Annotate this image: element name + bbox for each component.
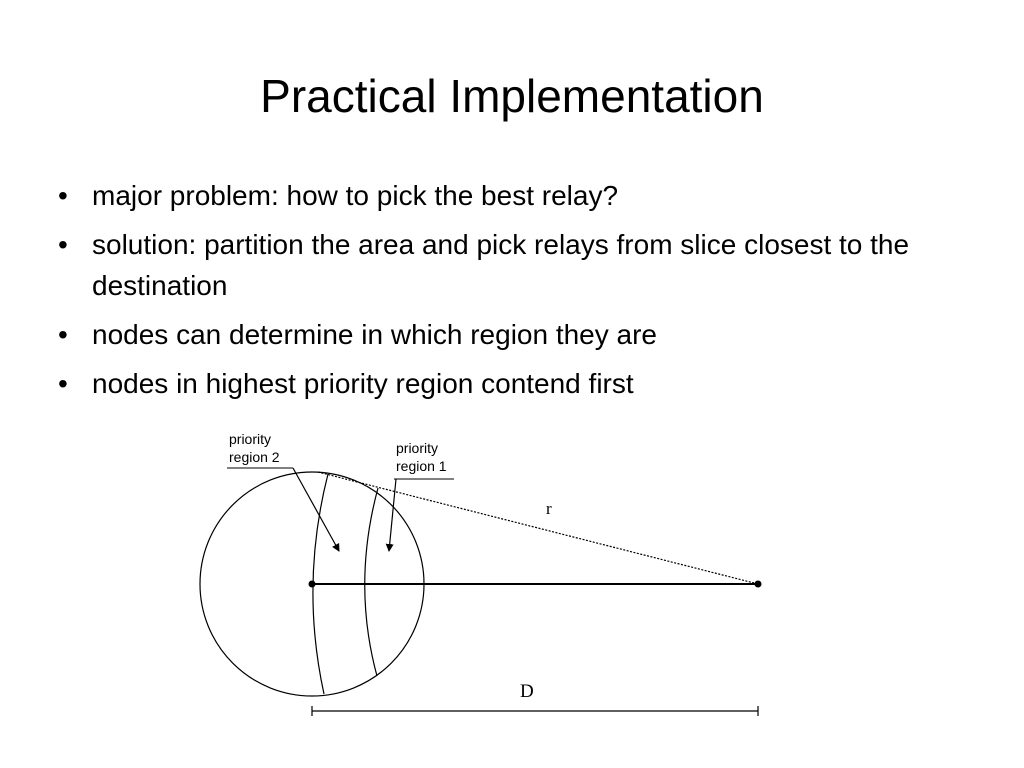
distance-label: D bbox=[520, 681, 534, 702]
slide-title: Practical Implementation bbox=[260, 70, 764, 122]
region1-label-line1: priority bbox=[396, 440, 439, 456]
bullet-text: nodes can determine in which region they are bbox=[92, 319, 658, 350]
region1-label-line2: region 1 bbox=[396, 458, 447, 474]
bullet-text: solution: partition the area and pick relays from slice closest to the destination bbox=[92, 229, 910, 301]
bullet-marker: • bbox=[58, 319, 68, 350]
region2-label-line1: priority bbox=[229, 431, 272, 447]
source-node bbox=[309, 581, 316, 588]
region1-boundary-arc bbox=[365, 488, 378, 676]
region2-label-line2: region 2 bbox=[229, 449, 280, 465]
radius-line bbox=[318, 472, 758, 584]
radius-label: r bbox=[546, 499, 552, 518]
destination-node bbox=[755, 581, 762, 588]
bullet-marker: • bbox=[58, 180, 68, 211]
bullet-text: nodes in highest priority region contend first bbox=[92, 368, 634, 399]
bullet-text: major problem: how to pick the best relay? bbox=[92, 180, 619, 211]
bullet-marker: • bbox=[58, 368, 68, 399]
bullet-marker: • bbox=[58, 229, 68, 260]
